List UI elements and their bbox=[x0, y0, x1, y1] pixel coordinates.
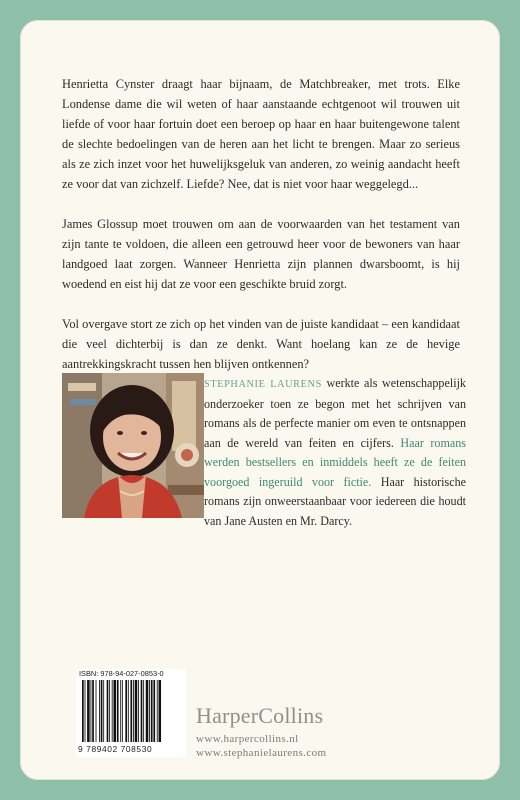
back-cover bbox=[20, 20, 500, 780]
author-photo bbox=[62, 373, 204, 518]
author-bio-text-1: werkte als wetenschappelijk onderzoeker toen ze begon met het schrijven van romans als de perfecte manier om even te ontsnappen aan de wereld van feiten en cijfers. bbox=[204, 376, 466, 450]
author-name: STEPHANIE LAURENS bbox=[204, 379, 322, 390]
barcode-bars bbox=[78, 680, 184, 742]
author-bio bbox=[204, 374, 466, 531]
author-bio-text-2: Haar historische romans zijn onweerstaanbaar voor iedereen die houdt van Jane Austen en Mr. Darcy. bbox=[204, 474, 466, 528]
book-blurb bbox=[62, 74, 460, 394]
barcode-digits: 9 789402 708530 bbox=[78, 744, 153, 754]
barcode bbox=[76, 669, 186, 757]
author-portrait-image bbox=[62, 373, 204, 518]
author-url[interactable]: www.stephanielaurens.com bbox=[196, 747, 327, 759]
author-bio-highlight: Haar romans werden bestsellers en inmiddels heeft ze de feiten voorgoed ingeruild voor fictie. bbox=[204, 435, 466, 489]
publisher-logo: HarperCollins bbox=[196, 703, 324, 728]
blurb-paragraph-3: Vol overgave stort ze zich op het vinden van de juiste kandidaat – een kandidaat die veel dichterbij is dan ze denkt. Want hoelang kan ze de hevige aantrekkingskracht tussen hen blijven ontkennen? bbox=[62, 317, 460, 371]
blurb-paragraph-2: James Glossup moet trouwen om aan de voorwaarden van het testament van zijn tante te voldoen, die alleen een getrouwd heer voor de bewoners van haar landgoed laat zorgen. Wanneer Henrietta zijn plannen dwarsboomt, is hij woedend en eist hij dat ze voor een geschikte bruid zorgt. bbox=[62, 217, 460, 291]
isbn-text: ISBN: 978-94-027-0853-0 bbox=[79, 669, 164, 678]
blurb-paragraph-1: Henrietta Cynster draagt haar bijnaam, de Matchbreaker, met trots. Elke Londense dame die wil weten of haar aanstaande echtgenoot wil trouwen uit liefde of voor haar fortuin doet een beroep op haar en haar buitengewone talent de slechte bedoelingen van de heren aan het licht te brengen. Maar zo serieus als ze zich inzet voor het huwelijksgeluk van anderen, zo weinig aandacht heeft ze voor dat van zichzelf. Liefde? Nee, dat is niet voor haar weggelegd... bbox=[62, 77, 460, 191]
publisher-url[interactable]: www.harpercollins.nl bbox=[196, 733, 299, 745]
